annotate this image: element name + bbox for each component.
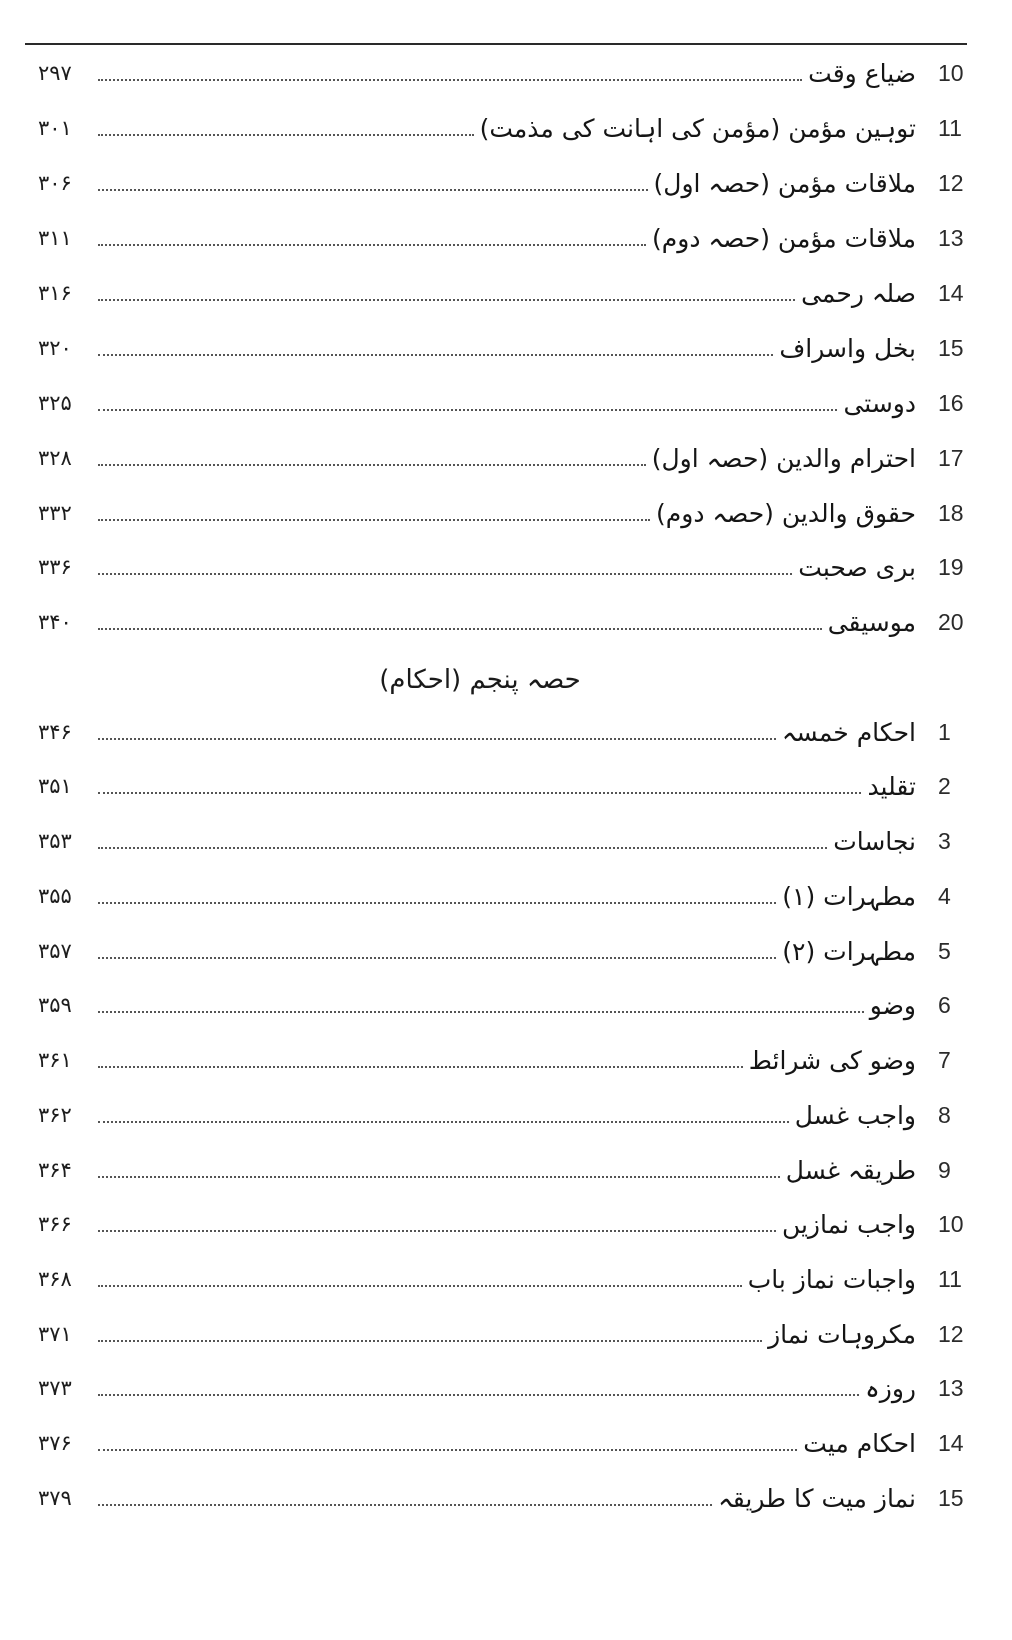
page-number: ۳۵۱ [38, 774, 72, 798]
dot-leader [98, 1121, 789, 1123]
entry-title: دوستی [843, 388, 916, 418]
toc-row[interactable] [38, 1204, 988, 1244]
dot-leader [98, 79, 802, 81]
dot-leader [98, 1066, 743, 1068]
page-number: ۳۷۳ [38, 1376, 72, 1400]
entry-number: 8 [938, 1101, 951, 1128]
dot-leader [98, 738, 776, 740]
entry-number: 19 [938, 553, 964, 580]
dot-leader [98, 792, 861, 794]
toc-row[interactable] [38, 218, 988, 258]
entry-title: نجاسات [833, 826, 916, 856]
entry-title: احترام والدین (حصہ اول) [651, 443, 916, 473]
entry-number: 12 [938, 169, 964, 196]
entry-number: 4 [938, 882, 951, 909]
toc-row[interactable] [38, 383, 988, 423]
entry-title: واجبات نماز باب [747, 1264, 916, 1294]
entry-title: مطہرات (۱) [782, 881, 916, 911]
dot-leader [98, 1340, 762, 1342]
entry-number: 3 [938, 827, 951, 854]
page-number: ۳۳۲ [38, 501, 72, 525]
entry-number: 2 [938, 772, 951, 799]
toc-row[interactable] [38, 821, 988, 861]
entry-number: 17 [938, 444, 964, 471]
toc-row[interactable] [38, 766, 988, 806]
toc-row[interactable] [38, 1478, 988, 1518]
dot-leader [98, 1230, 776, 1232]
entry-number: 18 [938, 499, 964, 526]
page-number: ۳۵۵ [38, 884, 72, 908]
page-number: ۳۵۳ [38, 829, 72, 853]
entry-title: ضیاع وقت [808, 58, 916, 88]
entry-title: تقلید [867, 771, 916, 801]
entry-title: روزہ [865, 1373, 916, 1403]
page-number: ۳۲۰ [38, 336, 72, 360]
dot-leader [98, 1176, 780, 1178]
page-number: ۳۱۶ [38, 281, 72, 305]
page-number: ۳۰۱ [38, 116, 72, 140]
page-number: ۳۷۶ [38, 1431, 72, 1455]
dot-leader [98, 1449, 797, 1451]
dot-leader [98, 409, 837, 411]
entry-number: 11 [938, 114, 962, 141]
toc-row[interactable] [38, 712, 988, 752]
toc-row[interactable] [38, 1040, 988, 1080]
dot-leader [98, 957, 776, 959]
entry-number: 15 [938, 1484, 964, 1511]
page-number: ۳۶۲ [38, 1103, 72, 1127]
page-number: ۲۹۷ [38, 61, 72, 85]
entry-number: 6 [938, 991, 951, 1018]
top-rule [25, 43, 967, 45]
page-number: ۳۷۱ [38, 1322, 72, 1346]
dot-leader [98, 1285, 742, 1287]
page-number: ۳۲۸ [38, 446, 72, 470]
entry-title: وضو کی شرائط [748, 1045, 916, 1075]
toc-row[interactable] [38, 1368, 988, 1408]
toc-row[interactable] [38, 602, 988, 642]
page-number: ۳۰۶ [38, 171, 72, 195]
entry-title: توہین مؤمن (مؤمن کی اہانت کی مذمت) [479, 113, 916, 143]
entry-number: 12 [938, 1320, 964, 1347]
entry-number: 16 [938, 389, 964, 416]
dot-leader [98, 354, 773, 356]
entry-number: 9 [938, 1156, 951, 1183]
entry-title: حقوق والدین (حصہ دوم) [656, 498, 916, 528]
page-number: ۳۴۶ [38, 720, 72, 744]
dot-leader [98, 1011, 864, 1013]
entry-title: واجب غسل [794, 1100, 916, 1130]
page-number: ۳۶۴ [38, 1158, 72, 1182]
entry-title: مکروہات نماز [768, 1319, 916, 1349]
entry-number: 15 [938, 334, 964, 361]
dot-leader [98, 244, 646, 246]
dot-leader [98, 1504, 712, 1506]
entry-title: بخل واسراف [779, 333, 916, 363]
entry-title: موسیقی [827, 607, 916, 637]
toc-row[interactable] [38, 985, 988, 1025]
entry-title: احکام خمسہ [781, 717, 916, 747]
page-number: ۳۲۵ [38, 391, 72, 415]
page-number: ۳۱۱ [38, 226, 72, 250]
dot-leader [98, 902, 776, 904]
page-number: ۳۶۸ [38, 1267, 72, 1291]
dot-leader [98, 299, 795, 301]
dot-leader [98, 847, 827, 849]
toc-row[interactable] [38, 163, 988, 203]
toc-row[interactable] [38, 1150, 988, 1190]
toc-row[interactable] [38, 931, 988, 971]
toc-row[interactable] [38, 1095, 988, 1135]
entry-number: 13 [938, 224, 964, 251]
entry-number: 10 [938, 1210, 964, 1237]
page-number: ۳۳۶ [38, 555, 72, 579]
page-number: ۳۶۶ [38, 1212, 72, 1236]
toc-row[interactable] [38, 547, 988, 587]
entry-title: ملاقات مؤمن (حصہ دوم) [652, 223, 916, 253]
toc-row[interactable] [38, 273, 988, 313]
toc-row[interactable] [38, 328, 988, 368]
dot-leader [98, 573, 792, 575]
toc-row[interactable] [38, 493, 988, 533]
entry-title: بری صحبت [798, 552, 916, 582]
dot-leader [98, 189, 648, 191]
entry-number: 1 [938, 718, 951, 745]
entry-title: طریقہ غسل [785, 1155, 916, 1185]
page-number: ۳۵۹ [38, 993, 72, 1017]
dot-leader [98, 134, 474, 136]
entry-number: 20 [938, 608, 964, 635]
dot-leader [98, 519, 650, 521]
section-heading: حصہ پنجم (احکام) [379, 665, 581, 695]
entry-number: 13 [938, 1374, 964, 1401]
entry-number: 10 [938, 59, 964, 86]
entry-title: صلہ رحمی [801, 278, 916, 308]
toc-row[interactable] [38, 53, 988, 93]
toc-row[interactable] [38, 108, 988, 148]
entry-title: وضو [869, 990, 916, 1020]
entry-number: 14 [938, 1429, 964, 1456]
entry-title: احکام میت [803, 1428, 916, 1458]
entry-title: واجب نمازیں [781, 1209, 916, 1239]
entry-number: 5 [938, 937, 951, 964]
page-number: ۳۴۰ [38, 610, 72, 634]
toc-row[interactable] [38, 876, 988, 916]
toc-row[interactable] [38, 438, 988, 478]
page-number: ۳۷۹ [38, 1486, 72, 1510]
toc-row[interactable] [38, 1259, 988, 1299]
entry-number: 14 [938, 279, 964, 306]
page-number: ۳۶۱ [38, 1048, 72, 1072]
entry-number: 11 [938, 1265, 962, 1292]
dot-leader [98, 464, 646, 466]
entry-number: 7 [938, 1046, 951, 1073]
entry-title: ملاقات مؤمن (حصہ اول) [653, 168, 916, 198]
toc-row[interactable] [38, 1423, 988, 1463]
toc-row[interactable] [38, 1314, 988, 1354]
dot-leader [98, 1394, 859, 1396]
entry-title: نماز میت کا طریقہ [718, 1483, 916, 1513]
dot-leader [98, 628, 822, 630]
page-number: ۳۵۷ [38, 939, 72, 963]
entry-title: مطہرات (۲) [782, 936, 916, 966]
